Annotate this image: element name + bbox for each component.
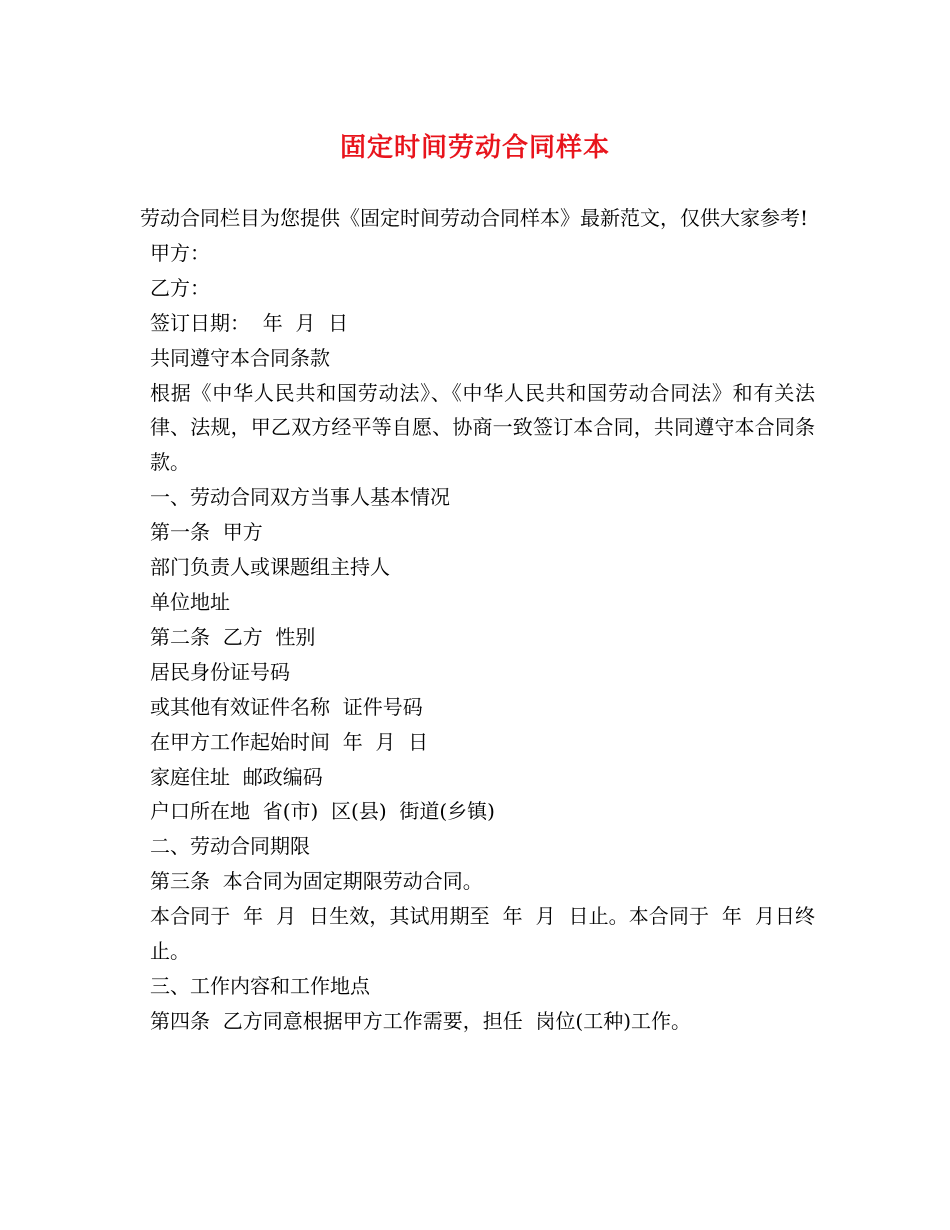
article-1-line: 第一条 甲方 <box>150 520 263 545</box>
contract-term-paragraph: 本合同于 年 月 日生效，其试用期至 年 月 日止。本合同于 年 月日终止。 <box>150 904 815 964</box>
unit-address-line: 单位地址 <box>150 589 230 614</box>
start-date-line: 在甲方工作起始时间 年 月 日 <box>150 729 429 754</box>
document-title: 固定时间劳动合同样本 <box>339 133 610 163</box>
legal-basis-paragraph: 根据《中华人民共和国劳动法》、《中华人民共和国劳动合同法》和有关法律、法规，甲乙双方经平等自愿、协商一致签订本合同，共同遵守本合同条款。 <box>150 380 815 475</box>
other-id-line: 或其他有效证件名称 证件号码 <box>150 694 423 719</box>
article-2-line: 第二条 乙方 性别 <box>150 624 316 649</box>
party-a-line: 甲方： <box>150 240 210 265</box>
section-heading-1: 一、劳动合同双方当事人基本情况 <box>150 485 450 510</box>
intro-paragraph: 劳动合同栏目为您提供《固定时间劳动合同样本》最新范文，仅供大家参考! <box>140 206 809 230</box>
party-b-line: 乙方： <box>150 275 210 300</box>
section-heading-2: 二、劳动合同期限 <box>150 834 310 859</box>
home-address-line: 家庭住址 邮政编码 <box>150 764 323 789</box>
comply-line: 共同遵守本合同条款 <box>150 345 330 370</box>
article-3-line: 第三条 本合同为固定期限劳动合同。 <box>150 869 483 894</box>
section-heading-3: 三、工作内容和工作地点 <box>150 973 370 998</box>
document-body <box>140 201 815 1039</box>
id-number-line: 居民身份证号码 <box>150 659 290 684</box>
article-4-line: 第四条 乙方同意根据甲方工作需要，担任 岗位(工种)工作。 <box>150 1008 692 1033</box>
department-head-line: 部门负责人或课题组主持人 <box>150 555 390 580</box>
signing-date-line: 签订日期： 年 月 日 <box>150 310 349 335</box>
hukou-line: 户口所在地 省(市) 区(县) 街道(乡镇) <box>150 799 495 824</box>
